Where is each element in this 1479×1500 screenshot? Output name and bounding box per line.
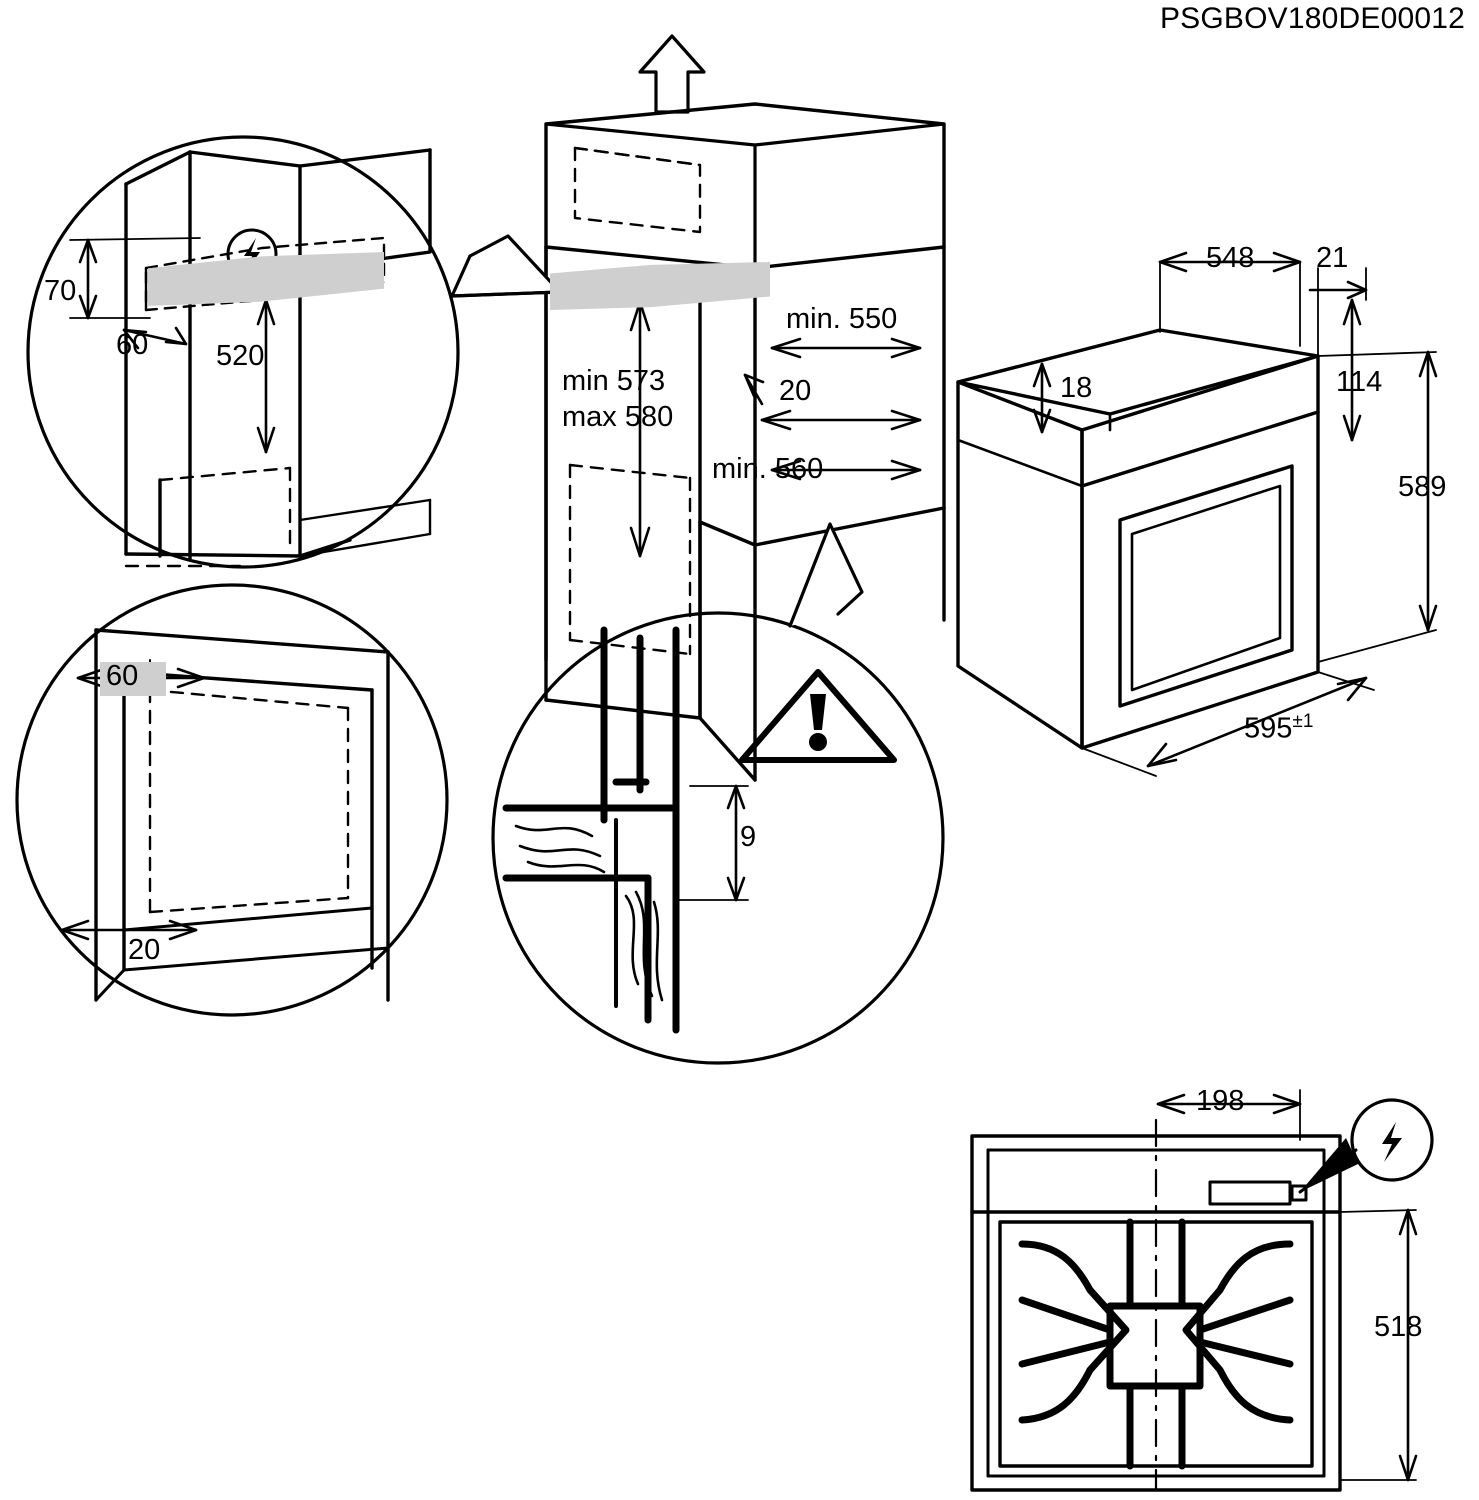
dimension-label-min-573: min 573 [562,365,666,397]
dimension-595-value: 595 [1244,712,1293,745]
dimension-label-min-560: min. 560 [712,453,824,485]
dimension-label-max-580: max 580 [562,401,674,433]
dimension-label-21: 21 [1316,242,1349,274]
warning-exclamation-icon [810,694,826,730]
dimension-label-60-top: 60 [116,329,149,361]
dimension-label-20-rear: 20 [779,375,812,407]
dimension-label-589: 589 [1398,471,1447,503]
dimension-label-520: 520 [216,340,265,372]
dimension-label-198: 198 [1196,1085,1245,1117]
dimension-label-548: 548 [1206,242,1255,274]
document-code: PSGBOV180DE00012 [1159,2,1465,35]
detail-bubble-worktop [493,524,943,1063]
dimension-label-60-front: 60 [106,660,139,692]
dimension-label-18: 18 [1060,372,1093,404]
dimension-label-518: 518 [1374,1311,1423,1343]
dimension-label-114: 114 [1336,366,1383,398]
dimension-label-min-550: min. 550 [786,303,898,335]
warning-exclamation-dot [809,733,827,751]
lightning-bolt-icon [1382,1122,1402,1162]
oven-perspective-view [958,253,1436,776]
hob-plan-view [972,1090,1432,1490]
dimension-label-70: 70 [44,275,77,307]
detail-bubble-top-left [28,137,560,567]
dimension-label-9: 9 [740,821,757,853]
dimension-595-tolerance: ±1 [1292,711,1314,732]
dimension-label-20-base: 20 [128,934,161,966]
dimension-label-595 [1244,712,1313,745]
detail-bubble-bottom-left [17,585,447,1015]
